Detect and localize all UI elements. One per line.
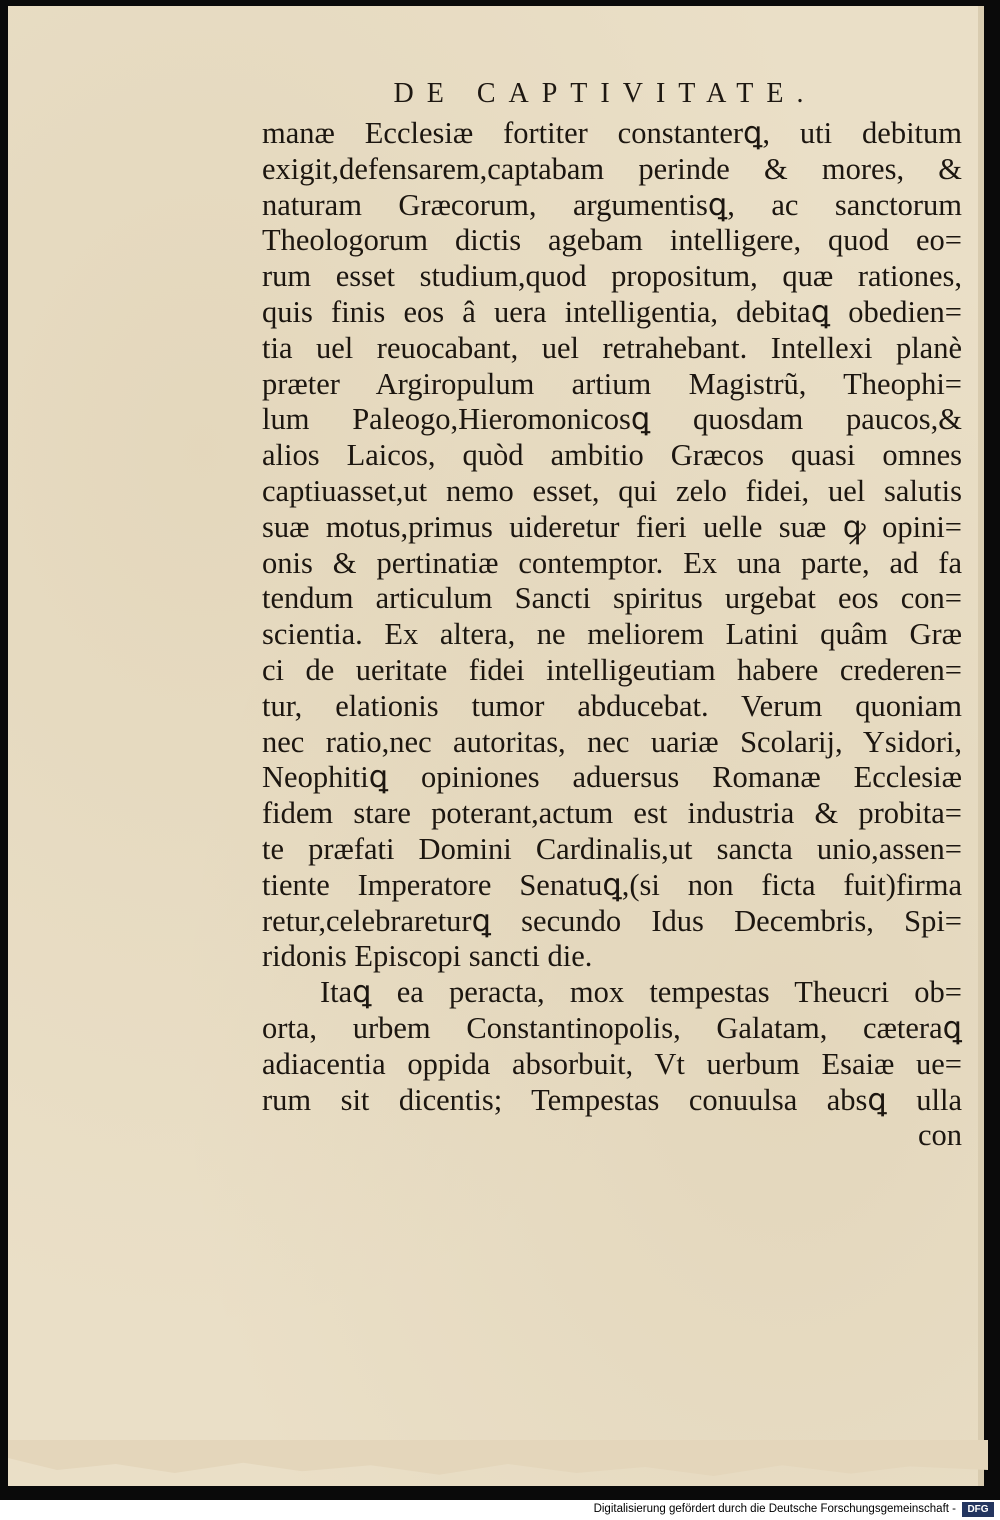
text-line: onis & pertinatiæ contemptor. Ex una parte, ad fa [262,545,962,580]
text-line: tiente Imperatore Senatuꝗ,(si non ficta fuit)firma [262,867,962,902]
funding-credit: Digitalisierung gefördert durch die Deutsche Forschungsgemeinschaft - [593,1503,956,1515]
text-line: ci de ueritate fidei intelligeutiam habere crederen= [262,652,962,687]
dfg-logo-icon: DFG [962,1502,994,1517]
text-line: retur,celebrareturꝗ secundo Idus Decembris, Spi= [262,903,962,938]
text-line: suæ motus,primus uideretur fieri uelle suæ ꝙ opini= [262,509,962,544]
paragraph-2 [262,975,962,1154]
text-line: scientia. Ex altera, ne meliorem Latini quâm Græ [262,617,962,652]
text-line: Theologorum dictis agebam intelligere, quod eo= [262,223,962,258]
running-head: DE CAPTIVITATE. [393,78,817,109]
text-line: rum sit dicentis; Tempestas conuulsa absꝗ ulla [262,1082,962,1117]
text-line: te præfati Domini Cardinalis,ut sancta unio,assen= [262,831,962,866]
text-line: tur, elationis tumor abducebat. Verum quoniam [262,688,962,723]
text-line: adiacentia oppida absorbuit, Vt uerbum Esaiæ ue= [262,1046,962,1081]
footer-bar [0,1500,1000,1520]
text-line: manæ Ecclesiæ fortiter constanterꝗ, uti debitum [262,116,962,150]
text-line: rum esset studium,quod propositum, quæ rationes, [262,259,962,294]
text-line: lum Paleogo,Hieromonicosꝗ quosdam paucos,& [262,402,962,437]
text-line: Itaꝗ ea peracta, mox tempestas Theucri ob= [320,975,962,1010]
text-line: fidem stare poterant,actum est industria & probita= [262,796,962,831]
main-text-block [262,116,962,1154]
paragraph-1 [262,116,962,975]
text-line: nec ratio,nec autoritas, nec uariæ Scolarij, Ysidori, [262,724,962,759]
text-line: naturam Græcorum, argumentisꝗ, ac sanctorum [262,187,962,222]
text-line: captiuasset,ut nemo esset, qui zelo fidei, uel salutis [262,473,962,508]
text-line: orta, urbem Constantinopolis, Galatam, cæteraꝗ [262,1010,962,1045]
text-line: ridonis Episcopi sancti die. [262,939,593,974]
catchword: con [917,1118,962,1153]
text-line: quis finis eos â uera intelligentia, debitaꝗ obedien= [262,294,962,329]
text-line: tendum articulum Sancti spiritus urgebat eos con= [262,581,962,616]
text-line: tia uel reuocabant, uel retrahebant. Intellexi planè [262,330,962,365]
text-line: alios Laicos, quòd ambitio Græcos quasi omnes [262,438,962,473]
text-line: exigit,defensarem,captabam perinde & mores, & [262,151,962,186]
text-line: præter Argiropulum artium Magistrũ, Theophi= [262,366,962,401]
text-line: Neophitiꝗ opiniones aduersus Romanæ Ecclesiæ [262,760,962,795]
